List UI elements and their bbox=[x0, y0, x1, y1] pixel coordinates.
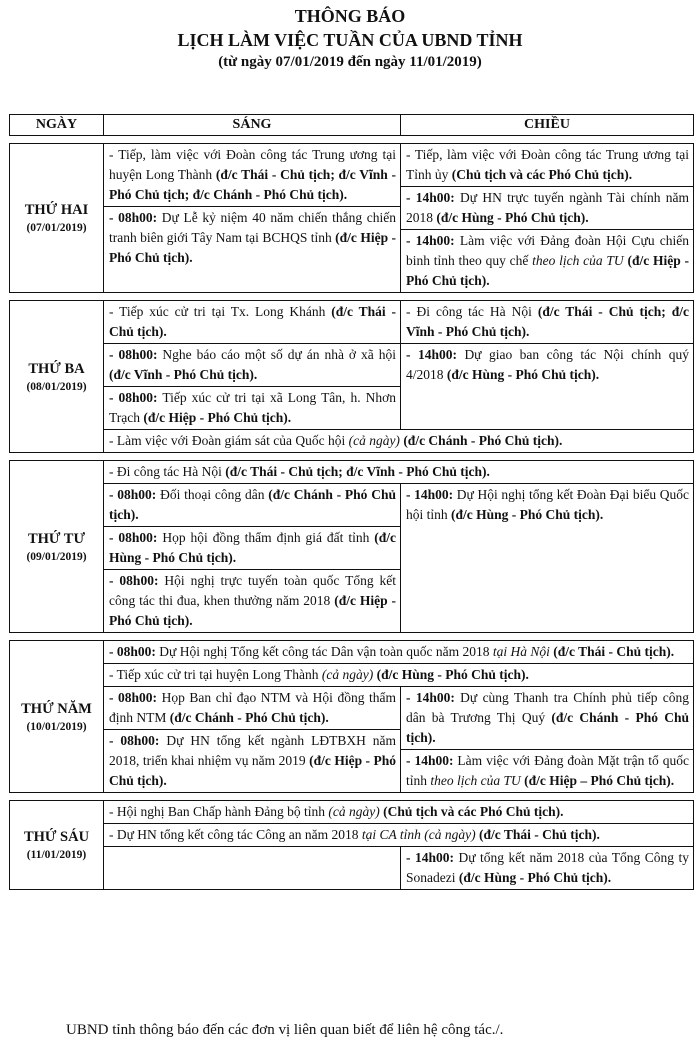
schedule-item bbox=[401, 187, 693, 230]
schedule-item bbox=[401, 687, 693, 750]
schedule-item bbox=[401, 230, 693, 292]
text-run: - 08h00: bbox=[109, 210, 158, 225]
text-run: - 08h00: bbox=[109, 690, 158, 705]
day-name: THỨ HAI bbox=[24, 202, 89, 218]
schedule-item bbox=[104, 527, 400, 570]
day-cell bbox=[10, 144, 104, 293]
day-name: THỨ BA bbox=[28, 360, 85, 377]
text-run: (đ/c Hùng - Phó Chủ tịch). bbox=[458, 870, 612, 885]
text-run: Họp hội đồng thẩm định giá đất tỉnh bbox=[157, 530, 375, 545]
day-cell bbox=[10, 801, 104, 890]
text-run: theo lịch của TU bbox=[430, 773, 521, 788]
text-run: (cả ngày) bbox=[328, 804, 380, 819]
text-run: Dự giao ban công tác Nội chính quý 4/2018 bbox=[406, 347, 689, 382]
text-run: - 14h00: bbox=[406, 190, 455, 205]
schedule-item bbox=[104, 344, 400, 387]
day-row-monday bbox=[10, 144, 694, 293]
text-run: (đ/c Thái - Chủ tịch). bbox=[479, 827, 600, 842]
text-run: - 08h00: bbox=[109, 390, 158, 405]
schedule-item bbox=[104, 387, 400, 429]
day-name: THỨ SÁU bbox=[23, 829, 90, 845]
day-row-wednesday bbox=[10, 461, 694, 484]
text-run: (đ/c Hiệp - Phó Chủ tịch). bbox=[109, 753, 397, 788]
schedule-table bbox=[9, 114, 694, 890]
afternoon-cell bbox=[401, 687, 694, 793]
text-run: (đ/c Thái - Chủ tịch; đ/c Vĩnh - Phó Chủ tịch). bbox=[225, 464, 490, 479]
text-run: - 14h00: bbox=[406, 690, 455, 705]
text-run: Họp Ban chỉ đạo NTM và Hội đồng thẩm định NTM bbox=[109, 690, 397, 725]
text-run: (đ/c Vĩnh - Phó Chủ tịch). bbox=[109, 367, 258, 382]
schedule-item bbox=[104, 730, 400, 792]
day-cell bbox=[10, 641, 104, 793]
text-run: - 14h00: bbox=[406, 850, 454, 865]
text-run: tại CA tỉnh (cả ngày) bbox=[361, 827, 476, 842]
day-name: THỨ TƯ bbox=[27, 530, 86, 547]
day-date: (10/01/2019) bbox=[26, 720, 87, 733]
schedule-item bbox=[401, 344, 693, 386]
text-run: Làm việc với Đảng đoàn Mặt trận tổ quốc tỉnh bbox=[406, 753, 689, 788]
day-row-tuesday bbox=[10, 301, 694, 430]
text-run: (đ/c Hiệp - Phó Chủ tịch). bbox=[109, 230, 396, 265]
schedule-item bbox=[104, 207, 400, 269]
day-date: (11/01/2019) bbox=[26, 849, 87, 861]
text-run: Nghe báo cáo một số dự án nhà ở xã hội bbox=[157, 347, 397, 362]
text-run: (đ/c Hùng - Phó Chủ tịch). bbox=[436, 210, 589, 225]
morning-cell bbox=[104, 144, 401, 293]
day-date: (08/01/2019) bbox=[26, 380, 87, 393]
column-header-morning: SÁNG bbox=[104, 115, 401, 136]
text-run: (đ/c Thái - Chủ tịch; đ/c Vĩnh - Phó Chủ tịch). bbox=[406, 304, 689, 339]
text-run: Làm việc với Đảng đoàn Hội Cựu chiến binh tỉnh theo quy chế bbox=[406, 233, 690, 268]
text-run: (đ/c Hùng - Phó Chủ tịch). bbox=[451, 507, 604, 522]
morning-cell bbox=[104, 484, 401, 633]
text-run: (đ/c Hùng - Phó Chủ tịch). bbox=[376, 667, 529, 682]
all-day-item bbox=[104, 824, 694, 847]
text-run: tại Hà Nội bbox=[492, 644, 550, 659]
day-row-thursday bbox=[10, 641, 694, 664]
text-run: Đối thoại công dân bbox=[156, 487, 269, 502]
text-run: - 14h00: bbox=[406, 347, 457, 362]
afternoon-cell bbox=[401, 301, 694, 430]
schedule-item bbox=[104, 687, 400, 730]
day-cell bbox=[10, 301, 104, 453]
text-run: Tiếp xúc cử tri tại xã Long Tân, h. Nhơn Trạch bbox=[109, 390, 396, 425]
text-run: (đ/c Hùng - Phó Chủ tịch). bbox=[109, 530, 397, 565]
text-run: (đ/c Hiệp – Phó Chủ tịch). bbox=[524, 773, 675, 788]
schedule-item bbox=[401, 144, 693, 187]
text-run: - 14h00: bbox=[406, 487, 454, 502]
afternoon-cell bbox=[401, 484, 694, 633]
text-run: - 08h00: bbox=[109, 347, 158, 362]
text-run: (cả ngày) bbox=[348, 433, 400, 448]
morning-cell bbox=[104, 687, 401, 793]
text-run: - Tiếp xúc cử tri tại huyện Long Thành bbox=[109, 667, 322, 682]
text-run: (đ/c Hiệp - Phó Chủ tịch). bbox=[143, 410, 292, 425]
text-run: Dự Lễ kỷ niệm 40 năm chiến thắng chiến tranh biên giới Tây Nam tại BCHQS tỉnh bbox=[109, 210, 396, 245]
schedule-item bbox=[104, 570, 400, 632]
day-row-friday bbox=[10, 801, 694, 824]
afternoon-cell bbox=[401, 847, 694, 890]
footer-note: UBND tỉnh thông báo đến các đơn vị liên quan biết để liên hệ công tác./. bbox=[66, 1022, 504, 1038]
text-run: (cả ngày) bbox=[321, 667, 374, 682]
text-run: - 08h00: bbox=[109, 487, 157, 502]
text-run: Dự HN trực tuyến ngành Tài chính năm 2018 bbox=[406, 190, 690, 225]
all-day-item bbox=[104, 461, 694, 484]
text-run: (đ/c Hùng - Phó Chủ tịch). bbox=[446, 367, 600, 382]
text-run: - Tiếp, làm việc với Đoàn công tác Trung ương tại huyện Long Thành bbox=[109, 147, 396, 182]
date-range: (từ ngày 07/01/2019 đến ngày 11/01/2019) bbox=[218, 54, 482, 70]
text-run: Dự Hội nghị Tổng kết công tác Dân vận toàn quốc năm 2018 bbox=[155, 644, 493, 659]
day-cell bbox=[10, 461, 104, 633]
text-run: - 08h00: bbox=[109, 733, 160, 748]
text-run: Dự tổng kết năm 2018 của Tổng Công ty Sonadezi bbox=[406, 850, 690, 885]
notice-title: THÔNG BÁO bbox=[294, 6, 406, 26]
table-header-row bbox=[10, 115, 694, 136]
text-run: (đ/c Thái - Chủ tịch). bbox=[109, 304, 396, 339]
day-date: (07/01/2019) bbox=[26, 222, 87, 234]
text-run: - Đi công tác Hà Nội bbox=[406, 304, 538, 319]
text-run: - 08h00: bbox=[109, 573, 159, 588]
text-run: (đ/c Hiệp - Phó Chủ tịch). bbox=[109, 593, 396, 628]
text-run: Dự cùng Thanh tra Chính phủ tiếp công dân bà Trương Thị Quý bbox=[406, 690, 690, 725]
all-day-item bbox=[104, 664, 694, 687]
text-run: (đ/c Thái - Chủ tịch). bbox=[553, 644, 675, 659]
schedule-item bbox=[401, 484, 693, 526]
text-run: - Đi công tác Hà Nội bbox=[109, 464, 226, 479]
schedule-item bbox=[104, 301, 400, 344]
all-day-item bbox=[104, 641, 694, 664]
text-run: Dự HN tổng kết ngành LĐTBXH năm 2018, triển khai nhiệm vụ năm 2019 bbox=[109, 733, 396, 768]
text-run: - 08h00: bbox=[109, 530, 158, 545]
text-run: (đ/c Chánh - Phó Chủ tịch). bbox=[169, 710, 329, 725]
all-day-item bbox=[104, 430, 694, 453]
text-run: - Tiếp xúc cử tri tại Tx. Long Khánh bbox=[109, 304, 332, 319]
text-run: (đ/c Thái - Chủ tịch; đ/c Vĩnh - Phó Chủ tịch; đ/c Chánh - Phó Chủ tịch). bbox=[109, 167, 396, 202]
text-run: (đ/c Chánh - Phó Chủ tịch). bbox=[109, 487, 396, 522]
text-run: (Chủ tịch và các Phó Chủ tịch). bbox=[383, 804, 564, 819]
text-run: (đ/c Chánh - Phó Chủ tịch). bbox=[403, 433, 563, 448]
day-date: (09/01/2019) bbox=[26, 550, 87, 563]
text-run: - Dự HN tổng kết công tác Công an năm 2018 bbox=[109, 827, 362, 842]
text-run: (Chủ tịch và các Phó Chủ tịch). bbox=[451, 167, 633, 182]
all-day-row bbox=[10, 430, 694, 453]
text-run: - 14h00: bbox=[406, 753, 454, 768]
text-run: theo lịch của TU bbox=[532, 253, 624, 268]
text-run: (đ/c Hiệp - Phó Chủ tịch). bbox=[406, 253, 689, 288]
column-header-day: NGÀY bbox=[10, 115, 104, 136]
all-day-item bbox=[104, 801, 694, 824]
text-run: - Tiếp, làm việc với Đoàn công tác Trung ương tại Tỉnh ủy bbox=[406, 147, 689, 182]
schedule-item bbox=[401, 750, 693, 792]
day-name: THỨ NĂM bbox=[21, 700, 92, 717]
text-run: - 14h00: bbox=[406, 233, 455, 248]
schedule-title: LỊCH LÀM VIỆC TUẦN CỦA UBND TỈNH bbox=[177, 30, 523, 50]
schedule-item bbox=[401, 847, 693, 889]
text-run: - Hội nghị Ban Chấp hành Đảng bộ tỉnh bbox=[109, 804, 329, 819]
text-run: - Làm việc với Đoàn giám sát của Quốc hội bbox=[109, 433, 349, 448]
afternoon-cell bbox=[401, 144, 694, 293]
column-header-afternoon: CHIỀU bbox=[401, 115, 694, 136]
schedule-item bbox=[104, 484, 400, 527]
text-run: Hội nghị trực tuyến toàn quốc Tổng kết công tác thi đua, khen thưởng năm 2018 bbox=[109, 573, 397, 608]
text-run: - 08h00: bbox=[109, 644, 156, 659]
schedule-item bbox=[401, 301, 693, 344]
text-run: Dự Hội nghị tổng kết Đoàn Đại biểu Quốc hội tỉnh bbox=[406, 487, 690, 522]
text-run: (đ/c Chánh - Phó Chủ tịch). bbox=[406, 710, 689, 745]
schedule-item bbox=[104, 144, 400, 207]
morning-cell bbox=[104, 847, 401, 890]
morning-cell bbox=[104, 301, 401, 430]
